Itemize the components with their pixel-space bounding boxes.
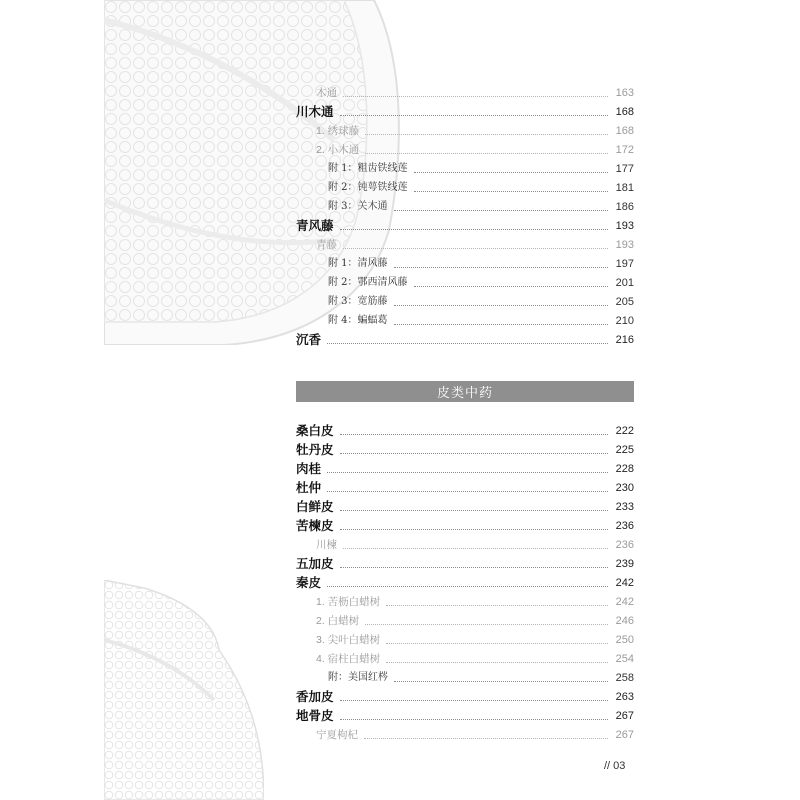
toc-entry-title: 桑白皮 bbox=[296, 423, 334, 438]
toc-entry[interactable] bbox=[296, 573, 634, 591]
toc-entry-title: 白鲜皮 bbox=[296, 499, 334, 514]
dot-leader bbox=[343, 96, 608, 97]
toc-entry-page: 216 bbox=[615, 334, 634, 346]
dot-leader bbox=[343, 548, 608, 549]
toc-entry-title: 附 1：清风藤 bbox=[328, 258, 388, 269]
toc-entry-page: 193 bbox=[615, 220, 634, 232]
toc-entry-page: 233 bbox=[615, 501, 634, 513]
dot-leader bbox=[327, 491, 608, 492]
dot-leader bbox=[340, 115, 608, 116]
toc-entry[interactable] bbox=[296, 440, 634, 458]
toc-entry-title: 杜仲 bbox=[296, 480, 322, 495]
toc-entry-page: 242 bbox=[615, 596, 634, 608]
dot-leader bbox=[394, 267, 608, 268]
toc-entry-title: 牡丹皮 bbox=[296, 442, 334, 457]
toc-entry-title: 苦楝皮 bbox=[296, 518, 334, 533]
toc-entry-title: 3. 尖叶白蜡树 bbox=[316, 634, 381, 646]
toc-entry[interactable] bbox=[296, 668, 634, 686]
toc-entry-title: 木通 bbox=[316, 87, 337, 99]
dot-leader bbox=[340, 719, 608, 720]
toc-entry-page: 225 bbox=[615, 444, 634, 456]
toc-entry-title: 青藤 bbox=[316, 239, 337, 251]
toc-entry-page: 236 bbox=[615, 539, 634, 551]
toc-entry-page: 250 bbox=[615, 634, 634, 646]
section-header-bar bbox=[296, 381, 634, 402]
toc-entry[interactable] bbox=[296, 478, 634, 496]
toc-entry-title: 附 2：钝萼铁线莲 bbox=[328, 182, 408, 193]
toc-entry-title: 香加皮 bbox=[296, 689, 334, 704]
dot-leader bbox=[340, 510, 608, 511]
toc-entry[interactable] bbox=[296, 140, 634, 158]
dot-leader bbox=[340, 567, 608, 568]
toc-entry[interactable] bbox=[296, 121, 634, 139]
toc-entry-page: 201 bbox=[615, 277, 634, 289]
toc-entry[interactable] bbox=[296, 687, 634, 705]
toc-entry[interactable] bbox=[296, 273, 634, 291]
dot-leader bbox=[394, 681, 608, 682]
toc-entry-title: 秦皮 bbox=[296, 575, 322, 590]
toc-entry[interactable] bbox=[296, 421, 634, 439]
toc-entry-page: 210 bbox=[615, 315, 634, 327]
page-number: // 03 bbox=[604, 760, 626, 772]
dot-leader bbox=[327, 586, 608, 587]
toc-entry-title: 2. 小木通 bbox=[316, 144, 360, 156]
toc-entry-page: 177 bbox=[615, 163, 634, 175]
toc-entry[interactable] bbox=[296, 235, 634, 253]
dot-leader bbox=[327, 343, 608, 344]
toc-entry-title: 青风藤 bbox=[296, 218, 334, 233]
dot-leader bbox=[386, 643, 608, 644]
toc-entry-page: 246 bbox=[615, 615, 634, 627]
toc-entry[interactable] bbox=[296, 254, 634, 272]
toc-entry-title: 肉桂 bbox=[296, 461, 322, 476]
toc-entry-title: 宁夏枸杞 bbox=[316, 729, 358, 741]
toc-entry-page: 230 bbox=[615, 482, 634, 494]
toc-entry[interactable] bbox=[296, 611, 634, 629]
toc-entry-page: 267 bbox=[615, 729, 634, 741]
toc-entry-page: 254 bbox=[615, 653, 634, 665]
toc-entry[interactable] bbox=[296, 630, 634, 648]
toc-entry-title: 附：美国红梣 bbox=[328, 672, 388, 683]
toc-entry-page: 267 bbox=[615, 710, 634, 722]
toc-entry[interactable] bbox=[296, 649, 634, 667]
toc-entry[interactable] bbox=[296, 497, 634, 515]
dot-leader bbox=[340, 434, 608, 435]
toc-entry-page: 172 bbox=[615, 144, 634, 156]
dot-leader bbox=[386, 605, 608, 606]
toc-entry-page: 197 bbox=[615, 258, 634, 270]
toc-entry[interactable] bbox=[296, 330, 634, 348]
toc-entry-title: 地骨皮 bbox=[296, 708, 334, 723]
toc-entry[interactable] bbox=[296, 292, 634, 310]
toc-entry-title: 川木通 bbox=[296, 104, 334, 119]
toc-entry[interactable] bbox=[296, 197, 634, 215]
toc-entry-title: 附 4：蝙蝠葛 bbox=[328, 315, 388, 326]
toc-entry-page: 228 bbox=[615, 463, 634, 475]
toc-entry-page: 263 bbox=[615, 691, 634, 703]
toc-entry[interactable] bbox=[296, 554, 634, 572]
toc-entry-title: 附 3：关木通 bbox=[328, 201, 388, 212]
toc-entry-page: 242 bbox=[615, 577, 634, 589]
toc-entry[interactable] bbox=[296, 159, 634, 177]
toc-entry[interactable] bbox=[296, 102, 634, 120]
micrograph-background-bottom bbox=[104, 580, 264, 800]
dot-leader bbox=[414, 172, 608, 173]
toc-entry[interactable] bbox=[296, 216, 634, 234]
dot-leader bbox=[340, 453, 608, 454]
dot-leader bbox=[364, 738, 608, 739]
toc-entry-title: 附 1：粗齿铁线莲 bbox=[328, 163, 408, 174]
toc-entry-title: 1. 苦枥白蜡树 bbox=[316, 596, 381, 608]
dot-leader bbox=[327, 472, 608, 473]
toc-entry-page: 181 bbox=[615, 182, 634, 194]
dot-leader bbox=[343, 248, 608, 249]
toc-entry-page: 205 bbox=[615, 296, 634, 308]
toc-entry-page: 239 bbox=[615, 558, 634, 570]
section-title: 皮类中药 bbox=[436, 386, 493, 401]
dot-leader bbox=[340, 529, 608, 530]
dot-leader bbox=[386, 662, 608, 663]
dot-leader bbox=[340, 700, 608, 701]
toc-entry[interactable] bbox=[296, 592, 634, 610]
toc-entry-page: 193 bbox=[615, 239, 634, 251]
toc-entry[interactable] bbox=[296, 516, 634, 534]
toc-entry-title: 沉香 bbox=[296, 332, 322, 347]
toc-entry[interactable] bbox=[296, 459, 634, 477]
toc-entry-title: 附 2：鄂西清风藤 bbox=[328, 277, 408, 288]
toc-entry-title: 五加皮 bbox=[296, 556, 334, 571]
dot-leader bbox=[414, 286, 608, 287]
toc-entry-page: 168 bbox=[615, 125, 634, 137]
toc-entry[interactable] bbox=[296, 178, 634, 196]
toc-entry-title: 4. 宿柱白蜡树 bbox=[316, 653, 381, 665]
dot-leader bbox=[340, 229, 608, 230]
toc-entry-page: 168 bbox=[615, 106, 634, 118]
toc-entry[interactable] bbox=[296, 83, 634, 101]
toc-entry[interactable] bbox=[296, 706, 634, 724]
dot-leader bbox=[365, 134, 608, 135]
toc-entry[interactable] bbox=[296, 725, 634, 743]
toc-entry-title: 2. 白蜡树 bbox=[316, 615, 360, 627]
dot-leader bbox=[394, 210, 608, 211]
toc-entry-page: 258 bbox=[615, 672, 634, 684]
toc-entry[interactable] bbox=[296, 311, 634, 329]
toc-entry[interactable] bbox=[296, 535, 634, 553]
toc-entry-page: 186 bbox=[615, 201, 634, 213]
dot-leader bbox=[394, 324, 608, 325]
dot-leader bbox=[365, 624, 608, 625]
dot-leader bbox=[414, 191, 608, 192]
toc-entry-title: 1. 绣球藤 bbox=[316, 125, 360, 137]
dot-leader bbox=[365, 153, 608, 154]
toc-entry-title: 附 3：宽筋藤 bbox=[328, 296, 388, 307]
dot-leader bbox=[394, 305, 608, 306]
toc-entry-page: 163 bbox=[615, 87, 634, 99]
toc-entry-page: 222 bbox=[615, 425, 634, 437]
toc-entry-page: 236 bbox=[615, 520, 634, 532]
toc-entry-title: 川楝 bbox=[316, 539, 337, 551]
